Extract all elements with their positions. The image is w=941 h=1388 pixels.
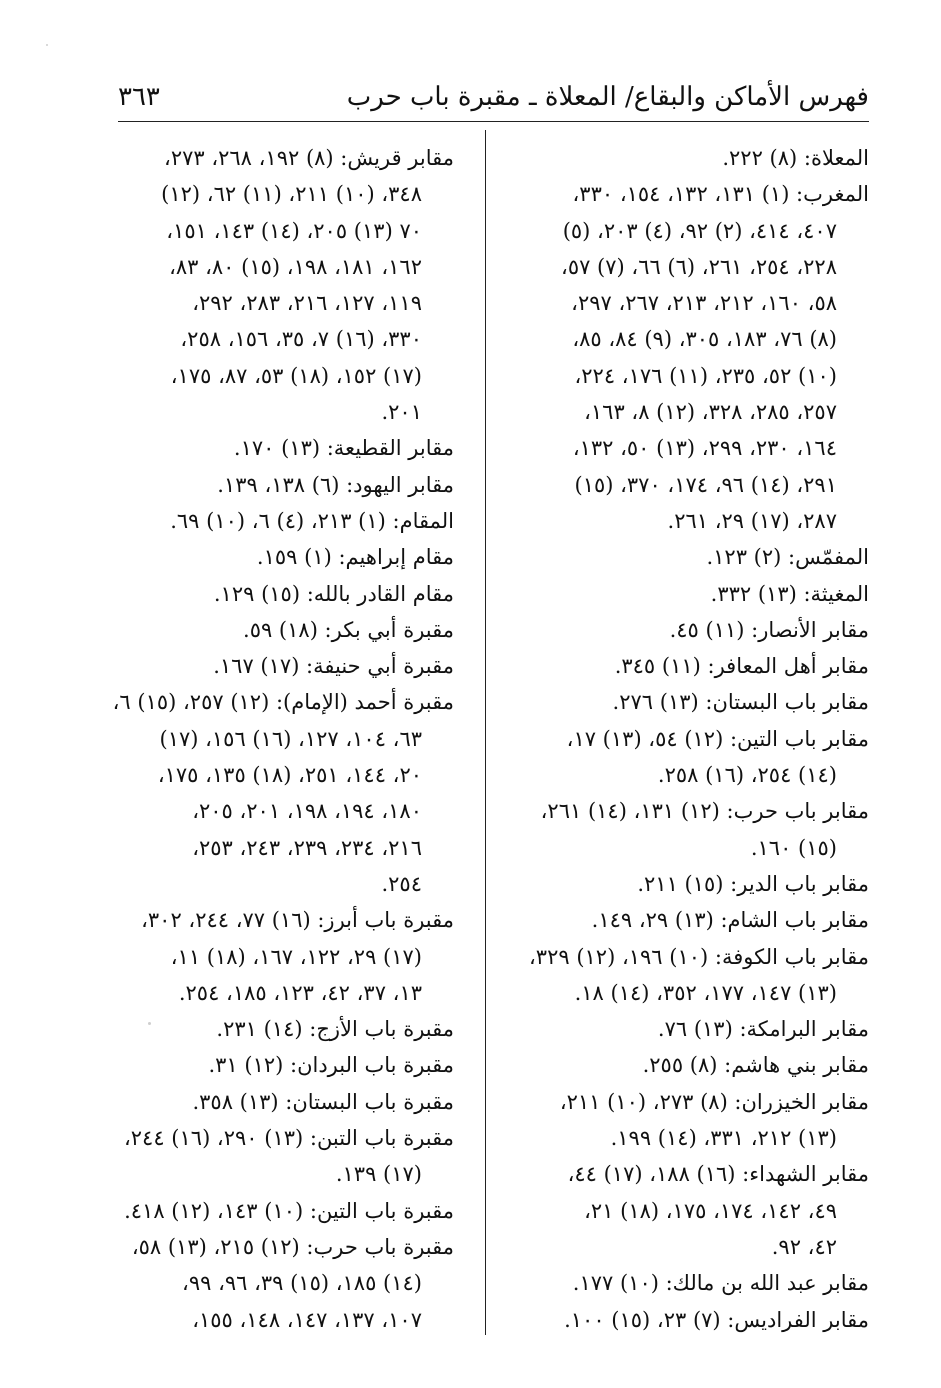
index-entry-continuation: ١٠٧، ١٣٧، ١٤٧، ١٤٨، ١٥٥، (192, 1307, 422, 1332)
paper-speck (46, 44, 48, 46)
index-entry-continuation: ٣٤٨، (١٠) ٢١١، (١١) ٦٢، (١٢) (161, 182, 422, 207)
index-entry: مقبرة أبي بكر: (١٨) ٥٩. (243, 617, 454, 642)
index-entry: مقابر باب الدير: (١٥) ٢١١. (637, 871, 869, 896)
page-number: ٣٦٣ (118, 82, 160, 112)
index-entry: مقابر باب التين: (١٢) ٥٤، (١٣) ١٧، (566, 726, 869, 751)
index-entry-continuation: ٢٨٧، (١٧) ٢٩، ٢٦١. (667, 508, 837, 533)
index-entry-continuation: ٣٣٠، (١٦) ٧، ٣٥، ١٥٦، ٢٥٨، (180, 327, 422, 352)
column-divider (485, 130, 486, 1335)
index-entry: المغرب: (١) ١٣١، ١٣٢، ١٥٤، ٣٣٠، (572, 182, 869, 207)
index-entry: المفمّس: (٢) ١٢٣. (706, 545, 869, 570)
index-entry-continuation: ٢٥٤. (381, 871, 422, 896)
index-entry: مقام إبراهيم: (١) ١٥٩. (256, 545, 454, 570)
index-entry: مقابر قريش: (٨) ١٩٢، ٢٦٨، ٢٧٣، (164, 146, 454, 170)
index-entry-continuation: (١٤) ٢٥٤، (١٦) ٢٥٨. (657, 763, 837, 788)
index-entry: المغيثة: (١٣) ٣٣٢. (710, 581, 869, 606)
index-entry: مقابر عبد الله بن مالك: (١٠) ١٧٧. (572, 1271, 869, 1296)
index-entry: المعلاة: (٨) ٢٢٢. (722, 146, 869, 170)
index-entry: مقبرة أحمد (الإمام): (١٢) ٢٥٧، (١٥) ٦، (112, 690, 454, 715)
right-column (505, 140, 869, 1338)
index-entry: مقابر باب حرب: (١٢) ١٣١، (١٤) ٢٦١، (540, 799, 869, 824)
index-entry: مقبرة باب الأزج: (١٤) ٢٣١. (216, 1017, 454, 1042)
index-entry-continuation: (١٠) ٥٢، ٢٣٥، (١١) ١٧٦، ٢٢٤، (574, 363, 837, 388)
index-entry: مقابر باب الشام: (١٣) ٢٩، ١٤٩. (591, 908, 869, 933)
index-entry-continuation: ١٨٠، ١٩٤، ١٩٨، ٢٠١، ٢٠٥، (192, 799, 422, 824)
index-entry: مقبرة باب أبرز: (١٦) ٧٧، ٢٤٤، ٣٠٢، (141, 908, 454, 933)
index-entry: مقبرة أبي حنيفة: (١٧) ١٦٧. (213, 654, 454, 679)
index-entry-continuation: (١٣) ٢١٢، ٣٣١، (١٤) ١٩٩. (610, 1126, 837, 1151)
page-header (118, 70, 869, 114)
index-entry-continuation: ٢٥٧، ٢٨٥، ٣٢٨، (١٢) ٨، ١٦٣، (584, 400, 837, 425)
index-entry: مقبرة باب التبن: (١٣) ٢٩٠، (١٦) ٢٤٤، (124, 1126, 454, 1151)
index-entry: مقابر باب الكوفة: (١٠) ١٩٦، (١٢) ٣٢٩، (529, 944, 869, 969)
index-entry: مقابر باب البستان: (١٣) ٢٧٦. (612, 690, 869, 715)
index-entry: مقابر القطيعة: (١٣) ١٧٠. (233, 436, 454, 461)
index-entry-continuation: ٢٠، ١٤٤، ٢٥١، (١٨) ١٣٥، ١٧٥، (157, 763, 422, 788)
index-entry: مقام القادر بالله: (١٥) ١٢٩. (213, 581, 454, 606)
index-entry: مقابر البرامكة: (١٣) ٧٦. (657, 1017, 869, 1042)
index-entry: مقابر الخيزران: (٨) ٢٧٣، (١٠) ٢١١، (559, 1089, 869, 1114)
index-entry-continuation: ٢١٦، ٢٣٤، ٢٣٩، ٢٤٣، ٢٥٣، (192, 835, 422, 860)
index-entry: مقابر أهل المعافر: (١١) ٣٤٥. (614, 654, 869, 679)
index-entry: مقابر اليهود: (٦) ١٣٨، ١٣٩. (217, 472, 454, 497)
index-entry-continuation: (٨) ٧٦، ١٨٣، ٣٠٥، (٩) ٨٤، ٨٥، (572, 327, 837, 352)
index-entry-continuation: (١٥) ١٦٠. (750, 835, 837, 860)
index-entry: المقام: (١) ٢١٣، (٤) ٦، (١٠) ٦٩. (170, 508, 454, 533)
index-entry-continuation: ٤٢، ٩٢. (771, 1234, 837, 1259)
index-entry: مقابر الشهداء: (١٦) ١٨٨، (١٧) ٤٤، (567, 1162, 869, 1187)
index-entry-continuation: (١٤) ١٨٥، (١٥) ٣٩، ٩٦، ٩٩، (182, 1271, 422, 1296)
index-entry: مقابر الأنصار: (١١) ٤٥. (669, 617, 869, 642)
index-entry: مقبرة باب حرب: (١٢) ٢١٥، (١٣) ٥٨، (131, 1234, 454, 1259)
index-entry-continuation: (١٣) ١٤٧، ١٧٧، ٣٥٢، (١٤) ١٨. (574, 980, 837, 1005)
index-entry-continuation: ٢٩١، (١٤) ٩٦، ١٧٤، ٣٧٠، (١٥) (574, 472, 837, 497)
index-entry-continuation: ٥٨، ١٦٠، ٢١٢، ٢١٣، ٢٦٧، ٢٩٧، (571, 291, 837, 316)
header-rule (118, 121, 869, 122)
index-entry-continuation: ٤٠٧، ٤١٤، (٢) ٩٢، (٤) ٢٠٣، (٥) (562, 218, 837, 243)
index-entry-continuation: ١٦٢، ١٨١، ١٩٨، (١٥) ٨٠، ٨٣، (169, 254, 422, 279)
index-entry: مقابر الفراديس: (٧) ٢٣، (١٥) ١٠٠. (564, 1307, 869, 1332)
index-entry-continuation: ٢٢٨، ٢٥٤، ٢٦١، (٦) ٦٦، (٧) ٥٧، (561, 254, 837, 279)
left-column (112, 140, 454, 1338)
index-entry-continuation: ٧٠ (١٣) ٢٠٥، (١٤) ١٤٣، ١٥١، (166, 218, 422, 243)
index-entry: مقبرة باب البردان: (١٢) ٣١. (208, 1053, 454, 1078)
index-entry: مقبرة باب التين: (١٠) ١٤٣، (١٢) ٤١٨. (124, 1198, 454, 1223)
paper-speck (148, 1022, 151, 1025)
index-entry: مقابر بني هاشم: (٨) ٢٥٥. (642, 1053, 869, 1078)
index-entry-continuation: ٤٩، ١٤٢، ١٧٤، ١٧٥، (١٨) ٢١، (584, 1198, 837, 1223)
index-entry-continuation: (١٧) ٢٩، ١٢٢، ١٦٧، (١٨) ١١، (170, 944, 422, 969)
index-entry-continuation: (١٧) ١٣٩. (335, 1162, 422, 1187)
index-entry-continuation: ١٣، ٣٧، ٤٢، ١٢٣، ١٨٥، ٢٥٤. (178, 980, 422, 1005)
index-entry-continuation: ٦٣، ١٠٤، ١٢٧، (١٦) ١٥٦، (١٧) (159, 726, 422, 751)
index-entry-continuation: ١١٩، ١٢٧، ٢١٦، ٢٨٣، ٢٩٢، (192, 291, 422, 316)
index-entry: مقبرة باب البستان: (١٣) ٣٥٨. (192, 1089, 454, 1114)
index-entry-continuation: ١٦٤، ٢٣٠، ٢٩٩، (١٣) ٥٠، ١٣٢، (572, 436, 837, 461)
index-entry-continuation: ٢٠١. (381, 400, 422, 425)
index-entry-continuation: (١٧) ١٥٢، (١٨) ٥٣، ٨٧، ١٧٥، (170, 363, 422, 388)
running-title: فهرس الأماكن والبقاع/ المعلاة ـ مقبرة باب حرب (346, 82, 869, 112)
